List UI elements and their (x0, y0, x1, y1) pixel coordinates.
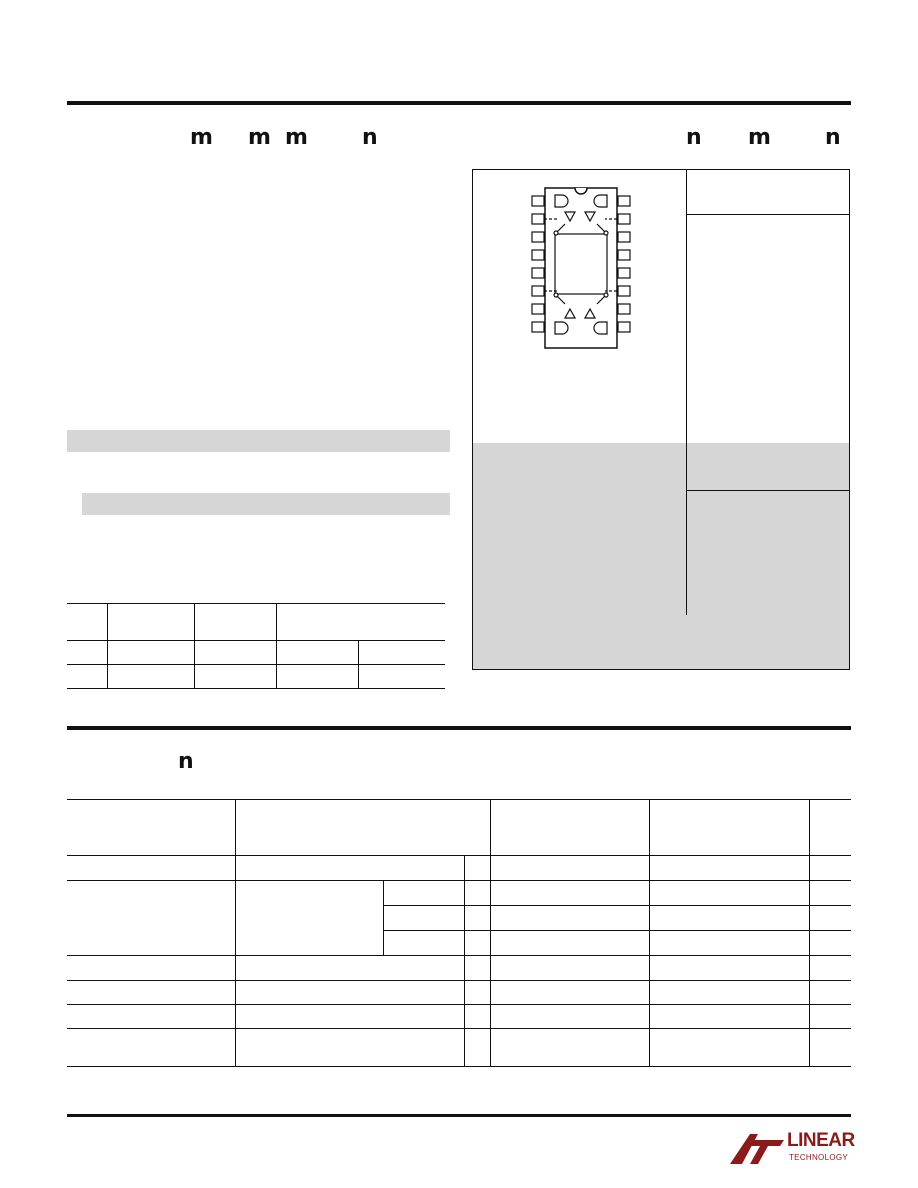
logo-subtitle: TECHNOLOGY (789, 1153, 849, 1162)
section-heading-glyph-8: n (178, 749, 194, 774)
section-heading-glyph-3: m (285, 125, 308, 150)
section-heading-glyph-7: n (825, 125, 841, 150)
bottom-rule (67, 1114, 851, 1117)
section-heading-glyph-5: n (686, 125, 702, 150)
section-heading-glyph-4: n (362, 125, 378, 150)
top-rule (67, 101, 851, 105)
package-box (472, 169, 850, 670)
section-heading-glyph-1: m (190, 125, 213, 150)
logo-wordmark: LINEAR (787, 1130, 855, 1151)
pinout-diagram (527, 182, 647, 357)
section-heading-glyph-6: m (748, 125, 771, 150)
shaded-heading-bar-2 (82, 493, 450, 515)
package-shaded-area (473, 443, 849, 669)
shaded-heading-bar-1 (67, 430, 450, 452)
section-heading-glyph-2: m (248, 125, 271, 150)
section-rule (67, 726, 851, 730)
